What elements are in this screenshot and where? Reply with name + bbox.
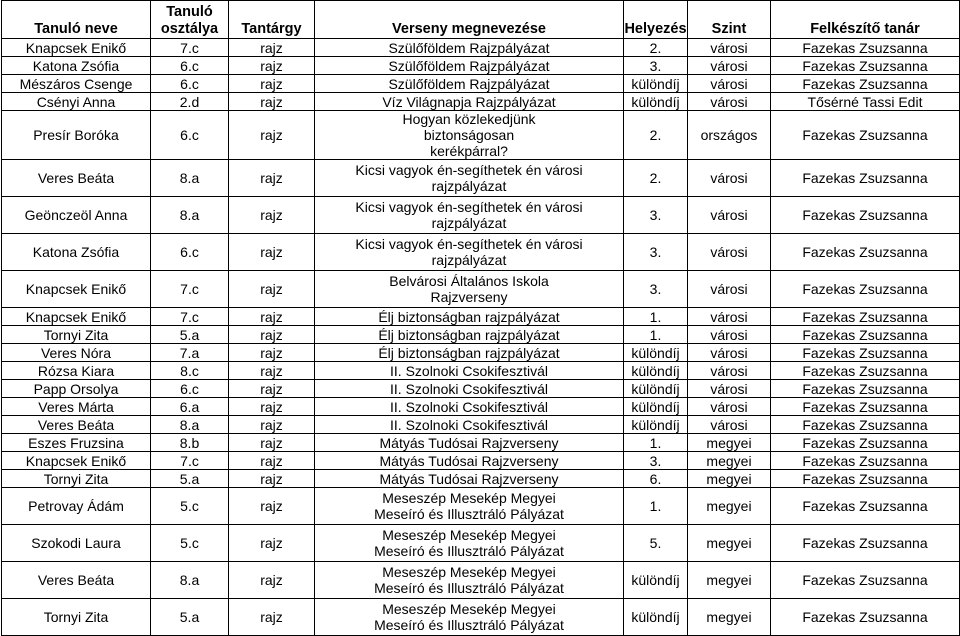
level: megyei [688, 525, 771, 562]
subject: rajz [229, 452, 315, 470]
table-row [2, 398, 960, 416]
place: különdíj [624, 416, 688, 434]
competition: Meseszép Mesekép Megyei Meseíró és Illusztráló Pályázat [315, 488, 624, 525]
student-class: 8.b [151, 434, 229, 452]
student-name: Eszes Fruzsina [2, 434, 151, 452]
student-class: 6.c [151, 234, 229, 271]
level: megyei [688, 599, 771, 636]
place: 1. [624, 308, 688, 326]
competition: Hogyan közlekedjünk biztonságosan kerékpárral? [315, 111, 624, 160]
place: 3. [624, 57, 688, 75]
table-row [2, 39, 960, 57]
teacher: Fazekas Zsuzsanna [771, 326, 960, 344]
student-name: Veres Beáta [2, 562, 151, 599]
level: városi [688, 344, 771, 362]
teacher: Fazekas Zsuzsanna [771, 398, 960, 416]
header-subject: Tantárgy [229, 1, 315, 39]
competition: Kicsi vagyok én-segíthetek én városi rajzpályázat [315, 234, 624, 271]
student-class: 5.c [151, 525, 229, 562]
level: városi [688, 380, 771, 398]
student-name: Petrovay Ádám [2, 488, 151, 525]
place: 3. [624, 234, 688, 271]
table-row [2, 599, 960, 636]
table-row [2, 434, 960, 452]
student-class: 8.a [151, 416, 229, 434]
place: 2. [624, 160, 688, 197]
place: 1. [624, 434, 688, 452]
student-name: Veres Beáta [2, 416, 151, 434]
competition: Szülőföldem Rajzpályázat [315, 57, 624, 75]
student-name: Rózsa Kiara [2, 362, 151, 380]
student-class: 8.a [151, 197, 229, 234]
header-level: Szint [688, 1, 771, 39]
student-name: Knapcsek Enikő [2, 452, 151, 470]
teacher: Fazekas Zsuzsanna [771, 452, 960, 470]
student-name: Presír Boróka [2, 111, 151, 160]
student-class: 7.a [151, 344, 229, 362]
level: városi [688, 39, 771, 57]
table-row [2, 470, 960, 488]
header-competition: Verseny megnevezése [315, 1, 624, 39]
place: 6. [624, 470, 688, 488]
level: városi [688, 398, 771, 416]
place: különdíj [624, 75, 688, 93]
student-name: Katona Zsófia [2, 57, 151, 75]
competition: Meseszép Mesekép Megyei Meseíró és Illusztráló Pályázat [315, 562, 624, 599]
place: különdíj [624, 380, 688, 398]
place: 1. [624, 488, 688, 525]
competition: Víz Világnapja Rajzpályázat [315, 93, 624, 111]
place: különdíj [624, 93, 688, 111]
student-name: Mészáros Csenge [2, 75, 151, 93]
header-student-name: Tanuló neve [2, 1, 151, 39]
competition: Szülőföldem Rajzpályázat [315, 75, 624, 93]
level: városi [688, 75, 771, 93]
teacher: Fazekas Zsuzsanna [771, 416, 960, 434]
level: városi [688, 308, 771, 326]
level: megyei [688, 562, 771, 599]
student-name: Tornyi Zita [2, 470, 151, 488]
student-class: 8.a [151, 562, 229, 599]
level: városi [688, 197, 771, 234]
place: különdíj [624, 562, 688, 599]
level: városi [688, 271, 771, 308]
subject: rajz [229, 380, 315, 398]
competition: Mátyás Tudósai Rajzverseny [315, 470, 624, 488]
header-row [2, 1, 960, 39]
table-row [2, 93, 960, 111]
student-class: 5.a [151, 470, 229, 488]
student-name: Papp Orsolya [2, 380, 151, 398]
student-class: 5.c [151, 488, 229, 525]
level: városi [688, 234, 771, 271]
teacher: Fazekas Zsuzsanna [771, 344, 960, 362]
student-class: 8.c [151, 362, 229, 380]
subject: rajz [229, 93, 315, 111]
teacher: Fazekas Zsuzsanna [771, 488, 960, 525]
student-class: 7.c [151, 39, 229, 57]
subject: rajz [229, 344, 315, 362]
level: megyei [688, 470, 771, 488]
header-teacher: Felkészítő tanár [771, 1, 960, 39]
place: különdíj [624, 398, 688, 416]
student-class: 7.c [151, 271, 229, 308]
student-class: 6.a [151, 398, 229, 416]
table-row [2, 525, 960, 562]
table-row [2, 416, 960, 434]
competition: Élj biztonságban rajzpályázat [315, 344, 624, 362]
level: országos [688, 111, 771, 160]
subject: rajz [229, 398, 315, 416]
student-class: 6.c [151, 111, 229, 160]
student-class: 7.c [151, 308, 229, 326]
teacher: Fazekas Zsuzsanna [771, 308, 960, 326]
table-row [2, 75, 960, 93]
level: megyei [688, 488, 771, 525]
subject: rajz [229, 416, 315, 434]
header-place: Helyezés [624, 1, 688, 39]
student-class: 8.a [151, 160, 229, 197]
competition: Mátyás Tudósai Rajzverseny [315, 452, 624, 470]
table-row [2, 271, 960, 308]
subject: rajz [229, 470, 315, 488]
subject: rajz [229, 326, 315, 344]
student-class: 6.c [151, 57, 229, 75]
student-class: 7.c [151, 452, 229, 470]
teacher: Fazekas Zsuzsanna [771, 75, 960, 93]
level: városi [688, 57, 771, 75]
table-row [2, 488, 960, 525]
competition: Belvárosi Általános Iskola Rajzverseny [315, 271, 624, 308]
table-row [2, 160, 960, 197]
subject: rajz [229, 39, 315, 57]
student-name: Katona Zsófia [2, 234, 151, 271]
place: különdíj [624, 362, 688, 380]
teacher: Fazekas Zsuzsanna [771, 434, 960, 452]
table-row [2, 326, 960, 344]
student-name: Knapcsek Enikő [2, 308, 151, 326]
level: megyei [688, 434, 771, 452]
teacher: Fazekas Zsuzsanna [771, 39, 960, 57]
subject: rajz [229, 362, 315, 380]
competition: Kicsi vagyok én-segíthetek én városi rajzpályázat [315, 197, 624, 234]
competition: II. Szolnoki Csokifesztivál [315, 362, 624, 380]
header-student-class: Tanuló osztálya [151, 1, 229, 39]
teacher: Fazekas Zsuzsanna [771, 599, 960, 636]
teacher: Fazekas Zsuzsanna [771, 57, 960, 75]
place: különdíj [624, 344, 688, 362]
teacher: Fazekas Zsuzsanna [771, 562, 960, 599]
competition: Meseszép Mesekép Megyei Meseíró és Illusztráló Pályázat [315, 599, 624, 636]
teacher: Fazekas Zsuzsanna [771, 197, 960, 234]
student-class: 2.d [151, 93, 229, 111]
level: megyei [688, 452, 771, 470]
place: 2. [624, 39, 688, 57]
competition: II. Szolnoki Csokifesztivál [315, 416, 624, 434]
teacher: Fazekas Zsuzsanna [771, 271, 960, 308]
table-row [2, 308, 960, 326]
table-row [2, 452, 960, 470]
student-class: 5.a [151, 599, 229, 636]
place: 1. [624, 326, 688, 344]
table-row [2, 344, 960, 362]
subject: rajz [229, 57, 315, 75]
teacher: Fazekas Zsuzsanna [771, 525, 960, 562]
level: városi [688, 362, 771, 380]
competition: Meseszép Mesekép Megyei Meseíró és Illusztráló Pályázat [315, 525, 624, 562]
subject: rajz [229, 234, 315, 271]
student-name: Tornyi Zita [2, 599, 151, 636]
results-table [1, 0, 960, 636]
subject: rajz [229, 562, 315, 599]
teacher: Fazekas Zsuzsanna [771, 470, 960, 488]
teacher: Fazekas Zsuzsanna [771, 380, 960, 398]
place: 2. [624, 111, 688, 160]
competition: II. Szolnoki Csokifesztivál [315, 398, 624, 416]
level: városi [688, 416, 771, 434]
subject: rajz [229, 308, 315, 326]
competition: Élj biztonságban rajzpályázat [315, 326, 624, 344]
teacher: Fazekas Zsuzsanna [771, 234, 960, 271]
student-class: 6.c [151, 75, 229, 93]
student-name: Veres Nóra [2, 344, 151, 362]
student-class: 6.c [151, 380, 229, 398]
competition: Mátyás Tudósai Rajzverseny [315, 434, 624, 452]
place: 5. [624, 525, 688, 562]
competition: II. Szolnoki Csokifesztivál [315, 380, 624, 398]
table-row [2, 362, 960, 380]
student-name: Knapcsek Enikő [2, 271, 151, 308]
place: különdíj [624, 599, 688, 636]
table-row [2, 562, 960, 599]
subject: rajz [229, 488, 315, 525]
competition: Élj biztonságban rajzpályázat [315, 308, 624, 326]
subject: rajz [229, 434, 315, 452]
subject: rajz [229, 111, 315, 160]
competition: Kicsi vagyok én-segíthetek én városi rajzpályázat [315, 160, 624, 197]
subject: rajz [229, 160, 315, 197]
place: 3. [624, 197, 688, 234]
place: 3. [624, 271, 688, 308]
competition: Szülőföldem Rajzpályázat [315, 39, 624, 57]
student-name: Csényi Anna [2, 93, 151, 111]
table-row [2, 234, 960, 271]
place: 3. [624, 452, 688, 470]
teacher: Fazekas Zsuzsanna [771, 362, 960, 380]
subject: rajz [229, 75, 315, 93]
student-name: Tornyi Zita [2, 326, 151, 344]
level: városi [688, 326, 771, 344]
student-name: Knapcsek Enikő [2, 39, 151, 57]
student-name: Veres Márta [2, 398, 151, 416]
student-name: Szokodi Laura [2, 525, 151, 562]
teacher: Fazekas Zsuzsanna [771, 160, 960, 197]
subject: rajz [229, 525, 315, 562]
level: városi [688, 93, 771, 111]
table-row [2, 57, 960, 75]
student-name: Geönczeöl Anna [2, 197, 151, 234]
teacher: Tősérné Tassi Edit [771, 93, 960, 111]
table-row [2, 380, 960, 398]
student-class: 5.a [151, 326, 229, 344]
subject: rajz [229, 197, 315, 234]
subject: rajz [229, 271, 315, 308]
level: városi [688, 160, 771, 197]
student-name: Veres Beáta [2, 160, 151, 197]
table-row [2, 111, 960, 160]
subject: rajz [229, 599, 315, 636]
table-row [2, 197, 960, 234]
teacher: Fazekas Zsuzsanna [771, 111, 960, 160]
